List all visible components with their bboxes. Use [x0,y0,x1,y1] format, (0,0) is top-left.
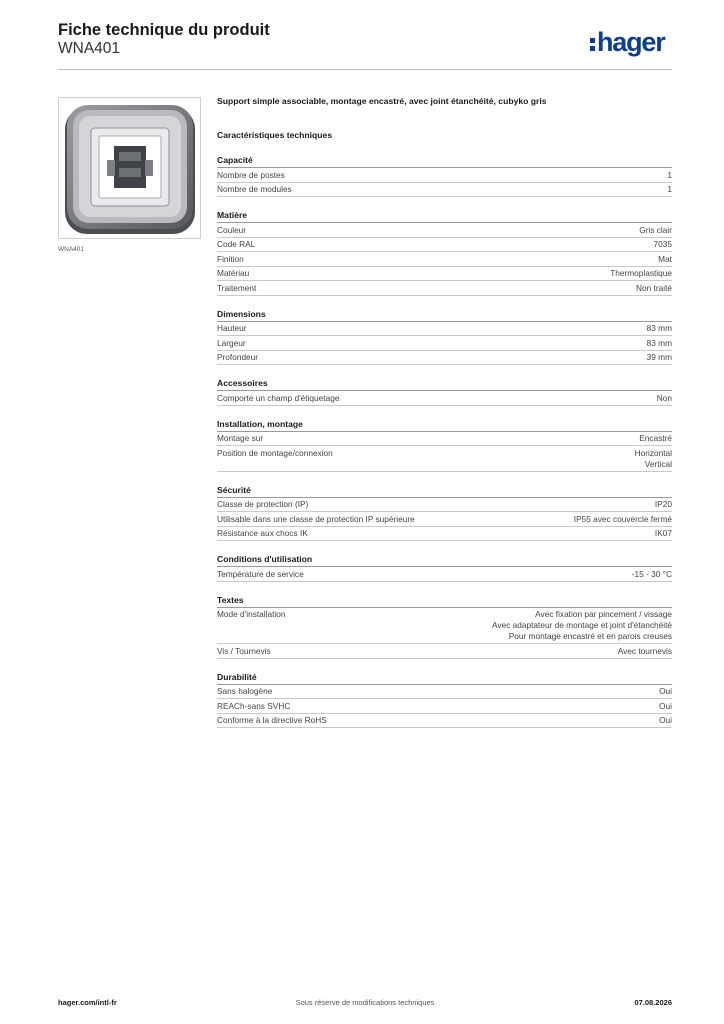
spec-row [217,168,672,183]
spec-value-line: -15 - 30 °C [631,568,672,579]
spec-label: Température de service [217,568,304,579]
section-title: Conditions d'utilisation [217,554,672,567]
spec-value-line: 7035 [653,239,672,249]
spec-value [632,569,672,580]
spec-label: Sans halogène [217,686,273,696]
spec-value-line: 83 mm [646,337,672,348]
spec-row [217,322,672,337]
product-description: Support simple associable, montage encastré, avec joint étanchéité, cubyko gris [217,96,547,106]
spec-value [659,701,672,712]
spec-value [647,338,672,349]
spec-row [217,498,672,513]
spec-label: Traitement [217,282,257,293]
spec-sections [217,155,672,728]
section-title: Accessoires [217,378,672,391]
spec-value [574,514,672,525]
spec-label: Comporte un champ d'étiquetage [217,392,340,403]
section-title: Dimensions [217,309,672,322]
spec-label: Matériau [217,268,250,278]
spec-value-line: Oui [659,700,672,711]
spec-row [217,336,672,351]
spec-value [636,283,672,294]
spec-value [610,268,672,279]
image-caption: WNA401 [58,246,85,253]
spec-value-line: IP20 [654,499,672,509]
footer-date: 07.08.2026 [634,998,672,1007]
spec-value-line: 1 [667,184,672,194]
spec-value-line: Vertical [644,458,672,469]
spec-value-line: Oui [659,686,672,696]
spec-row [217,512,672,527]
spec-row [217,238,672,253]
spec-value [647,323,672,334]
spec-row [217,281,672,296]
hager-logo [590,27,672,57]
spec-label: REACh-sans SVHC [217,700,291,711]
spec-value-line: Gris clair [639,224,672,235]
spec-label: Nombre de modules [217,184,292,194]
spec-value [647,352,672,363]
spec-value-line: 39 mm [646,352,672,362]
section-title: Installation, montage [217,419,672,432]
spec-value [639,225,672,236]
spec-label: Nombre de postes [217,169,285,180]
spec-value [635,448,672,470]
footer-website: hager.com/intl-fr [58,998,117,1007]
spec-value-line: 1 [667,169,672,180]
spec-label: Conforme à la directive RoHS [217,715,327,725]
wall-box-frame-icon [59,98,200,238]
spec-value-line: Non traité [636,282,672,293]
spec-row [217,183,672,198]
spec-value-line: IP55 avec couvercle fermé [573,513,672,524]
spec-row [217,644,672,659]
spec-value [658,254,672,265]
spec-value-line: Horizontal [634,447,672,458]
spec-row [217,391,672,406]
spec-row [217,432,672,447]
section-title: Textes [217,595,672,608]
spec-value-line: Avec tournevis [617,645,672,656]
spec-row [217,567,672,582]
spec-value [667,184,672,195]
spec-row [217,608,672,645]
spec-section [217,419,672,472]
spec-label: Code RAL [217,239,256,249]
spec-value-line: 83 mm [646,323,672,333]
spec-value-line: IK07 [654,528,672,538]
spec-label: Largeur [217,337,246,348]
spec-section [217,672,672,729]
spec-value [659,715,672,726]
spec-value-line: Mat [658,253,672,264]
spec-row [217,223,672,238]
spec-row [217,685,672,700]
spec-value-line: Thermoplastique [610,268,672,278]
spec-content [217,96,672,728]
spec-value-line: Oui [659,715,672,725]
section-title: Matière [217,210,672,223]
section-title: Durabilité [217,672,672,685]
spec-label: Finition [217,253,244,264]
spec-label: Vis / Tournevis [217,645,271,656]
spec-row [217,267,672,282]
page-header [58,21,672,70]
spec-row [217,699,672,714]
spec-value-line: Pour montage encastré et en parois creuses [508,631,672,641]
spec-value-line: Non [656,392,672,403]
spec-label: Couleur [217,224,247,235]
spec-row [217,446,672,472]
spec-row [217,527,672,542]
spec-value-line: Encastré [639,433,672,443]
footer-disclaimer: Sous réserve de modifications techniques [295,998,435,1007]
spec-value [654,239,672,250]
logo-text: hager [597,26,665,57]
spec-label: Position de montage/connexion [217,447,333,458]
spec-section [217,378,672,406]
spec-label: Mode d'installation [217,609,286,619]
spec-value [659,686,672,697]
spec-section [217,595,672,659]
spec-value [655,499,672,510]
spec-label: Montage sur [217,433,264,443]
spec-value-line: Avec fixation par pincement / vissage [535,609,672,619]
spec-section [217,554,672,582]
spec-label: Hauteur [217,323,247,333]
spec-value [655,528,672,539]
spec-value [618,646,672,657]
product-reference: WNA401 [58,40,121,57]
spec-label: Utilisable dans une classe de protection IP supérieure [217,513,415,524]
spec-section [217,155,672,197]
spec-value [657,393,672,404]
tech-heading: Caractéristiques techniques [217,130,333,140]
spec-value-line: Avec adaptateur de montage et joint d'étanchéité [492,620,672,630]
spec-row [217,351,672,366]
spec-section [217,485,672,542]
spec-section [217,309,672,366]
spec-value [639,433,672,444]
spec-row [217,252,672,267]
spec-label: Classe de protection (IP) [217,499,309,509]
spec-label: Résistance aux chocs IK [217,528,308,538]
product-image [58,97,201,239]
spec-row [217,714,672,729]
spec-label: Profondeur [217,352,259,362]
page-title: Fiche technique du produit [58,21,270,39]
logo-dots-icon [590,38,595,51]
spec-value [492,609,672,642]
spec-value [667,170,672,181]
spec-section [217,210,672,296]
section-title: Capacité [217,155,672,168]
section-title: Sécurité [217,485,672,498]
